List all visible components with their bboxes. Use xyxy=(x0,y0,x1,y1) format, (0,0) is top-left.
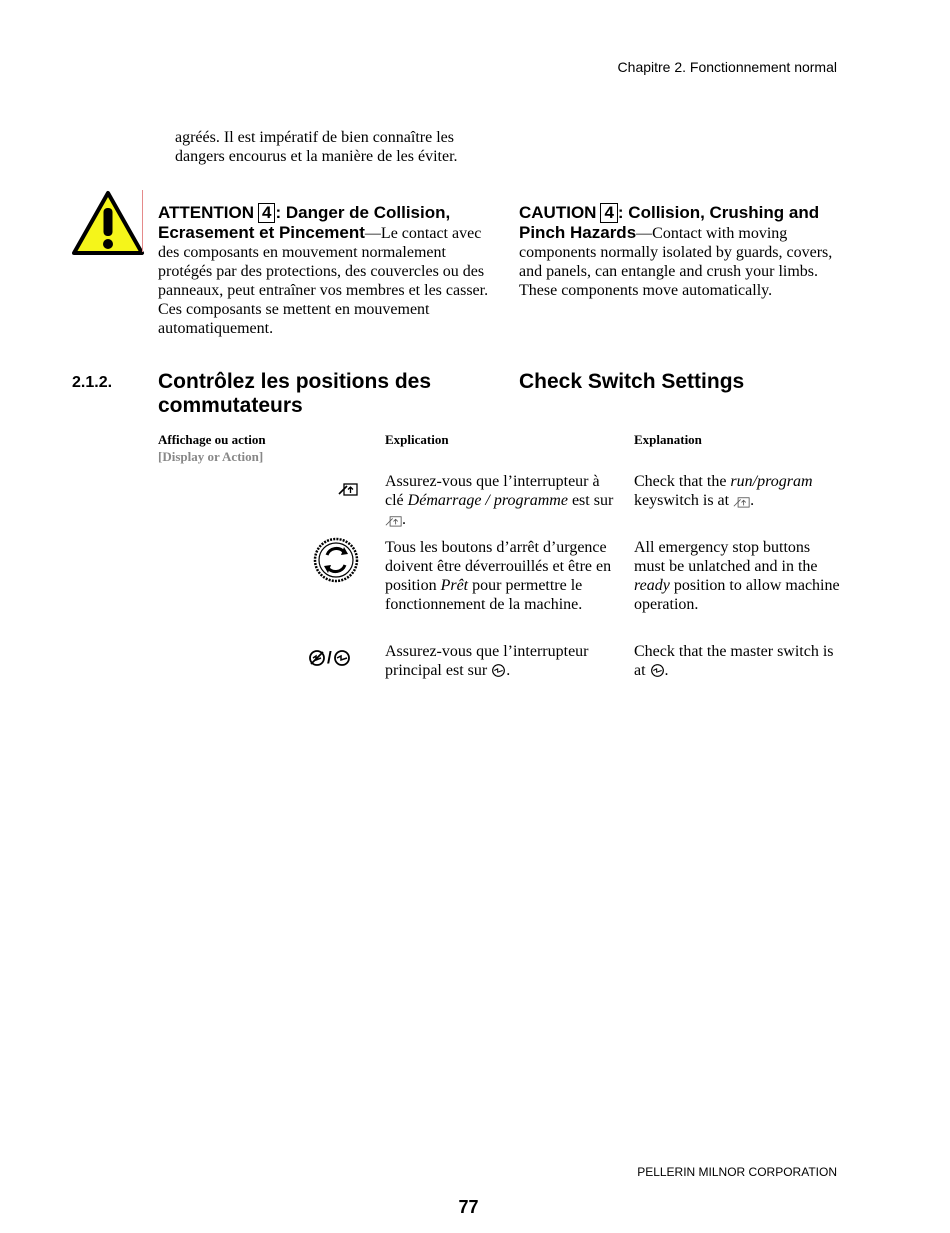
caution-fr xyxy=(158,203,503,338)
row2-explanation xyxy=(634,538,844,614)
row3-en-text-a: Check that the master switch is at xyxy=(634,643,834,679)
section-title-fr: Contrôlez les positions des commutateurs xyxy=(158,370,432,417)
caution-en-body: —Contact with moving components normally isolated by guards, covers, and panels, can entangle and crush your limbs. These components move automatically. xyxy=(519,225,833,299)
row2-en-emphasis: ready xyxy=(634,577,670,594)
caution-en-number: 4 xyxy=(600,203,617,223)
row2-en-text-b: position to allow machine operation. xyxy=(634,577,840,613)
master-switch-on-icon xyxy=(491,663,506,678)
master-switch-off-icon xyxy=(308,649,326,667)
row3-fr-text-a: Assurez-vous que l’interrupteur principal est sur xyxy=(385,643,589,679)
run-program-keyswitch-icon xyxy=(338,482,358,496)
row3-fr-text-c: . xyxy=(506,662,511,679)
row1-explication xyxy=(385,472,615,529)
row2-fr-text-a: Tous les boutons d’arrêt d’urgence doivent être déverrouillés et être en position xyxy=(385,539,612,594)
row1-en-text-a: Check that the xyxy=(634,473,731,490)
section-title-en: Check Switch Settings xyxy=(519,370,745,393)
row1-explanation xyxy=(634,472,844,510)
run-program-keyswitch-icon xyxy=(385,515,402,527)
master-switch-separator: / xyxy=(327,648,332,667)
caution-fr-title: : Danger de Collision, Ecrasement et Pincement xyxy=(158,203,451,242)
row1-fr-text-c: . xyxy=(402,511,406,528)
caution-en-label: CAUTION xyxy=(519,203,597,222)
row3-explanation xyxy=(634,642,844,680)
intro-paragraph: agréés. Il est impératif de bien connaître les dangers encourus et la manière de les éviter. xyxy=(175,129,458,165)
footer-company: PELLERIN MILNOR CORPORATION xyxy=(637,1165,837,1179)
caution-en-title: : Collision, Crushing and Pinch Hazards xyxy=(519,203,820,242)
caution-fr-number: 4 xyxy=(258,203,275,223)
column-head-explication: Explication xyxy=(385,432,449,447)
master-switch-icon-group xyxy=(308,648,358,666)
row1-en-emphasis: run/program xyxy=(730,473,813,490)
master-switch-on-icon xyxy=(650,663,665,678)
emergency-stop-icon xyxy=(313,537,359,583)
row1-en-text-c: . xyxy=(750,492,755,509)
row1-en-text-b: keyswitch is at xyxy=(634,492,734,509)
page-number: 77 xyxy=(458,1197,479,1217)
row1-fr-text-a: Assurez-vous que l’interrupteur à clé xyxy=(385,473,600,509)
row2-en-text-a: All emergency stop buttons must be unlatched and in the xyxy=(634,539,818,575)
column-head-explanation: Explanation xyxy=(634,432,702,447)
caution-fr-label: ATTENTION xyxy=(158,203,255,222)
row3-en-text-c: . xyxy=(664,662,669,679)
section-number: 2.1.2. xyxy=(72,374,113,391)
caution-en xyxy=(519,203,839,300)
column-head-display-en: [Display or Action] xyxy=(158,449,264,464)
row2-explication xyxy=(385,538,615,614)
caution-fr-body: —Le contact avec des composants en mouvement normalement protégés par des protections, des couvercles ou des panneaux, peut entraîner vos membres et les casser. Ces composants se mettent en mouvement automatiquement. xyxy=(158,225,489,337)
row3-explication xyxy=(385,642,615,680)
row1-fr-emphasis: Démarrage / programme xyxy=(407,492,568,509)
caution-margin-rule xyxy=(142,190,143,252)
warning-triangle-icon xyxy=(71,190,145,256)
row2-fr-text-b: pour permettre le fonctionnement de la machine. xyxy=(385,577,583,613)
column-head-display: Affichage ou action xyxy=(158,432,266,447)
row1-fr-text-b: est sur xyxy=(567,492,614,509)
master-switch-on-icon xyxy=(333,649,351,667)
running-header: Chapitre 2. Fonctionnement normal xyxy=(617,59,837,75)
row2-fr-emphasis: Prêt xyxy=(440,577,469,594)
run-program-keyswitch-icon xyxy=(733,496,750,508)
